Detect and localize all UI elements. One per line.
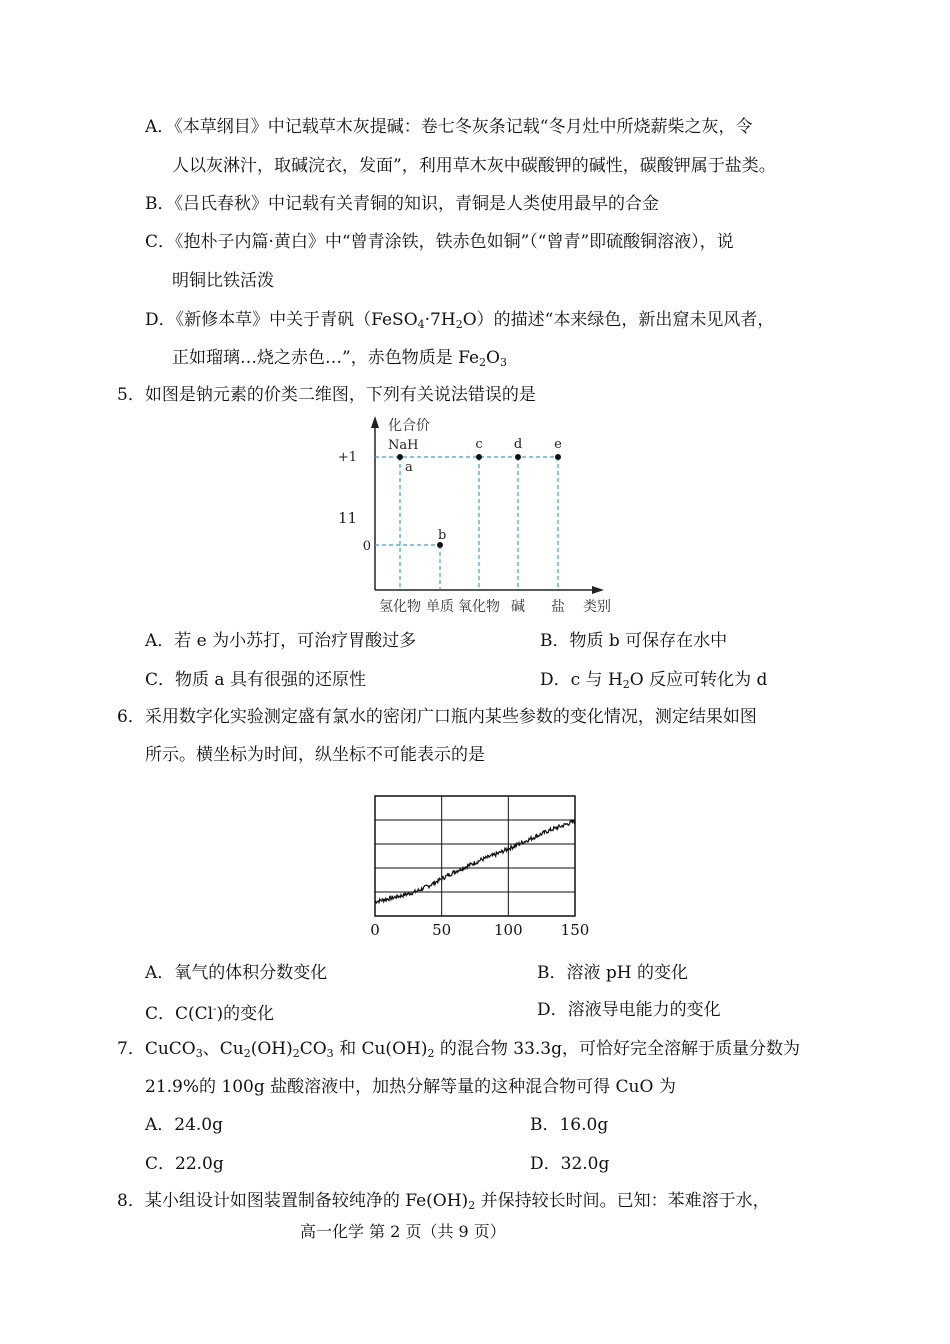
- q4-option-a-line1: A．《本草纲目》中记载草木灰提碱：卷七冬灰条记载“冬月灶中所烧薪柴之灰，令: [145, 117, 753, 137]
- point-label: a: [405, 460, 413, 475]
- point-label: d: [513, 437, 523, 452]
- q4-option-d-line2: 正如瑠璃…烧之赤色…”，赤色物质是 $Fe_2O_3$: [172, 348, 507, 369]
- q7-stem-line1: 7．CuCO$_3$、$Cu_2(OH)_2CO_3$ 和 $Cu(OH)_2$ 的混合物 33.3g，可恰好完全溶解于质量分数为: [117, 1039, 801, 1060]
- point-d: [515, 454, 521, 460]
- chlorine-water-line-chart: [360, 790, 600, 940]
- q6-option-b: B．溶液 pH 的变化: [537, 963, 689, 983]
- q7-option-a: A．24.0g: [145, 1115, 224, 1135]
- point-c: [476, 454, 482, 460]
- q5-option-c: C．物质 a 具有很强的还原性: [145, 670, 366, 690]
- side-label: 11: [338, 509, 358, 527]
- x-axis-arrow: [592, 586, 604, 594]
- plot-frame: [375, 796, 575, 916]
- q6-option-c: C．C(Cl-)的变化: [145, 1004, 275, 1024]
- x-tick-label: 碱: [511, 599, 525, 615]
- y-tick-zero: 0: [362, 539, 371, 554]
- q5-option-a: A．若 e 为小苏打，可治疗胃酸过多: [145, 631, 417, 651]
- y-axis-label: 化合价: [388, 418, 430, 434]
- q6-stem-line2: 所示。横坐标为时间，纵坐标不可能表示的是: [145, 745, 485, 765]
- q6-option-d: D．溶液导电能力的变化: [537, 1000, 721, 1020]
- point-a: [397, 454, 403, 460]
- q4-option-c-line1: C．《抱朴子内篇·黄白》中“曾青涂铁，铁赤色如铜”（“曾青”即硫酸铜溶液），说: [145, 232, 734, 252]
- x-tick-label: 氧化物: [458, 599, 500, 615]
- point-label: e: [554, 437, 562, 452]
- point-label: b: [438, 528, 447, 543]
- q4-option-a-line2: 人以灰淋汁，取碱浣衣，发面”，利用草木灰中碳酸钾的碱性，碳酸钾属于盐类。: [172, 156, 776, 176]
- q5-stem: 5．如图是钠元素的价类二维图，下列有关说法错误的是: [117, 385, 536, 405]
- y-tick-plus1: +1: [337, 450, 357, 465]
- x-tick-label: 100: [494, 921, 523, 939]
- y-axis-arrow: [371, 416, 379, 428]
- q8-stem: 8．某小组设计如图装置制备较纯净的 $Fe(OH)_2$ 并保持较长时间。已知：苯难溶于水，: [117, 1191, 770, 1212]
- x-axis-label: 类别: [583, 599, 611, 615]
- point-e: [555, 454, 561, 460]
- q4-option-b: B．《吕氏春秋》中记载有关青铜的知识，青铜是人类使用最早的合金: [145, 194, 659, 214]
- q7-stem-line2: 21.9%的 100g 盐酸溶液中，加热分解等量的这种混合物可得 CuO 为: [145, 1077, 676, 1097]
- q4-option-d-line1: D．《新修本草》中关于青矾$(FeSO_4\cdot 7H_2O)$的描述“本来绿色，新出窟未见风者，: [145, 310, 775, 331]
- data-series-line: [375, 820, 575, 904]
- q4-option-c-line2: 明铜比铁活泼: [172, 271, 274, 291]
- point-note: NaH: [388, 438, 419, 453]
- sodium-valence-chart: [330, 412, 620, 622]
- point-label: c: [475, 437, 483, 452]
- x-tick-label: 150: [560, 921, 590, 939]
- q5-option-d: D．c 与 $H_2O$ 反应可转化为 d: [540, 670, 768, 691]
- q7-option-d: D．32.0g: [530, 1154, 610, 1174]
- x-tick-label: 50: [432, 921, 452, 939]
- q7-option-c: C．22.0g: [145, 1154, 224, 1174]
- q5-option-b: B．物质 b 可保存在水中: [540, 631, 728, 651]
- page-footer: 高一化学 第 2 页（共 9 页）: [300, 1222, 506, 1241]
- q6-option-a: A．氧气的体积分数变化: [145, 963, 328, 983]
- x-tick-label: 0: [370, 921, 380, 939]
- x-tick-label: 单质: [426, 599, 454, 615]
- x-tick-label: 氢化物: [379, 599, 421, 615]
- x-tick-label: 盐: [551, 599, 565, 615]
- q7-option-b: B．16.0g: [530, 1115, 609, 1135]
- q6-stem-line1: 6．采用数字化实验测定盛有氯水的密闭广口瓶内某些参数的变化情况，测定结果如图: [117, 707, 757, 727]
